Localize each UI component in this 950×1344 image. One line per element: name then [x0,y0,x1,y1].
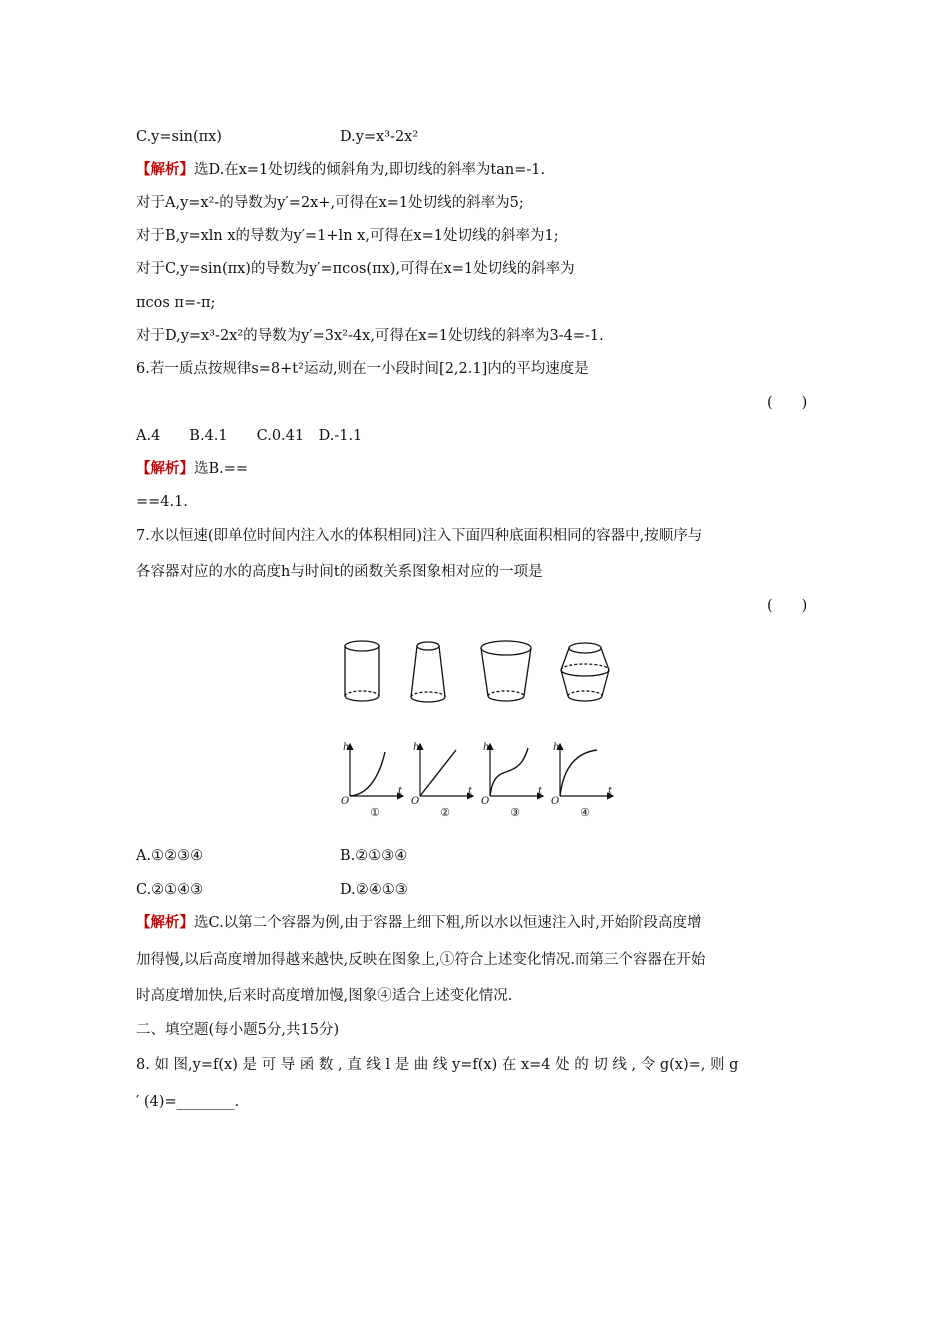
graphs-figure [335,740,625,822]
q7-stem-line-1: 7.水以恒速(即单位时间内注入水的体积相同)注入下面四种底面积相同的容器中,按顺序与 [136,528,703,544]
q5-solution-text: 选D.在x=1处切线的倾斜角为,即切线的斜率为tan=-1. [194,162,546,178]
solution-tag: 【解析】 [136,161,194,178]
graph-2 [420,744,473,796]
q5-option-c: C.y=sin(πx) [136,129,222,145]
graph-3-origin: O [481,796,490,807]
q5-solution-line-4: 对于C,y=sin(πx)的导数为y′=πcos(πx),可得在x=1处切线的斜率为 [136,261,575,277]
q7-solution-line-2: 加得慢,以后高度增加得越来越快,反映在图象上,①符合上述变化情况.而第三个容器在开始 [136,952,706,968]
q7-stem-line-2: 各容器对应的水的高度h与时间t的函数关系图象相对应的一项是 [136,564,543,580]
q6-stem: 6.若一质点按规律s=8+t²运动,则在一小段时间[2,2.1]内的平均速度是 [136,361,589,377]
graph-1-caption: ① [370,806,380,819]
q7-solution-line-1 [136,913,702,933]
graph-1-y-label: h [343,742,350,753]
container-wide-top [481,641,531,701]
graph-4-origin: O [551,796,560,807]
q6-solution-line-2: ==4.1. [136,494,188,510]
q7-answer-paren: ( ) [767,598,808,614]
q5-solution-line-1 [136,160,545,180]
graph-3-x-label: t [538,786,543,797]
graph-2-origin: O [411,796,420,807]
q7-option-c: C.②①④③ [136,882,204,898]
q6-solution-text: 选B.== [194,461,249,477]
graph-1-x-label: t [398,786,403,797]
section-title: 二、填空题(每小题5分,共15分) [136,1022,340,1038]
q7-solution-line-3: 时高度增加快,后来时高度增加慢,图象④适合上述变化情况. [136,988,513,1004]
graph-4 [560,744,613,796]
graph-3-y-label: h [483,742,490,753]
q7-option-b: B.②①③④ [340,848,408,864]
container-cylinder [345,641,379,701]
q7-option-a: A.①②③④ [136,848,204,864]
graph-4-y-label: h [553,742,560,753]
graph-2-caption: ② [440,806,450,819]
q8-stem-line-1: 8. 如 图,y=f(x) 是 可 导 函 数 , 直 线 l 是 曲 线 y=f(x) 在 x=4 处 的 切 线 , 令 g(x)=, 则 g [136,1057,739,1073]
graph-3 [490,744,543,796]
q5-solution-line-6: 对于D,y=x³-2x²的导数为y′=3x²-4x,可得在x=1处切线的斜率为3-4=-1. [136,328,604,344]
q5-solution-line-3: 对于B,y=xln x的导数为y′=1+ln x,可得在x=1处切线的斜率为1; [136,228,559,244]
graph-1-origin: O [341,796,350,807]
q5-option-d: D.y=x³-2x² [340,129,419,145]
container-double-cone [561,643,609,701]
q6-solution-line-1 [136,459,248,479]
q5-solution-line-5: πcos π=-π; [136,295,216,311]
graph-3-caption: ③ [510,806,520,819]
solution-tag: 【解析】 [136,460,194,477]
container-narrow-top [411,642,445,702]
graph-1 [350,744,403,796]
q8-stem-line-2: ′ (4)=________. [136,1094,240,1110]
graph-4-caption: ④ [580,806,590,819]
q6-answer-paren: ( ) [767,395,808,411]
solution-tag: 【解析】 [136,914,194,931]
q7-option-d: D.②④①③ [340,882,408,898]
containers-figure [330,634,620,712]
graph-4-x-label: t [608,786,613,797]
graph-2-x-label: t [468,786,473,797]
q6-options: A.4 B.4.1 C.0.41 D.-1.1 [136,428,363,444]
q5-solution-line-2: 对于A,y=x²-的导数为y′=2x+,可得在x=1处切线的斜率为5; [136,195,524,211]
q7-solution-text: 选C.以第二个容器为例,由于容器上细下粗,所以水以恒速注入时,开始阶段高度增 [194,915,702,931]
graph-2-y-label: h [413,742,420,753]
